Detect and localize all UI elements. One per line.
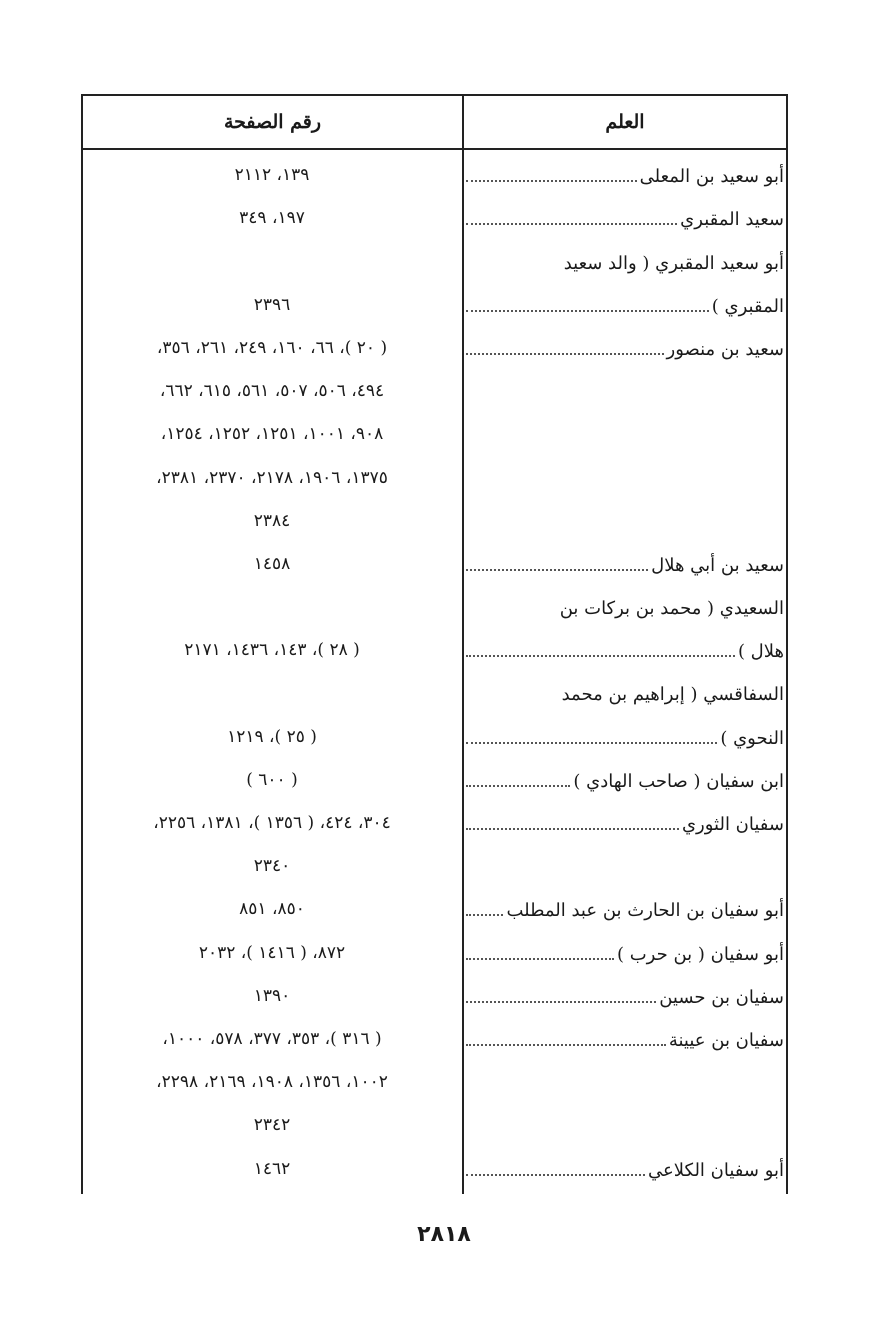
entry-name-cell <box>466 236 784 279</box>
dot-leader <box>466 742 717 744</box>
table-row <box>81 1143 788 1186</box>
entry-name: السعيدي ( محمد بن بركات بن <box>559 598 784 620</box>
entry-name: سعيد بن أبي هلال <box>651 554 784 576</box>
entry-name-cell <box>466 884 784 927</box>
entry-pages: ٨٥٠، ٨٥١ <box>239 899 305 920</box>
entry-name-cell <box>466 668 784 711</box>
entry-pages: ٨٧٢، ( ١٤١٦ )، ٢٠٣٢ <box>198 942 346 963</box>
dot-leader <box>466 180 637 182</box>
table-row <box>81 193 788 236</box>
header-page-column: رقم الصفحة <box>223 111 322 133</box>
table-row <box>81 452 788 495</box>
dot-leader <box>466 828 679 830</box>
entry-name-cell <box>466 755 784 798</box>
entry-name-cell <box>466 1100 784 1143</box>
dot-leader <box>466 914 503 916</box>
table-row <box>81 755 788 798</box>
entry-pages: ٣٠٤، ٤٢٤، ( ١٣٥٦ )، ١٣٨١، ٢٢٥٦، <box>153 813 391 833</box>
entry-name-cell <box>466 452 784 495</box>
entry-pages: ٢٣٤٠ <box>253 856 291 877</box>
dot-leader <box>466 958 614 960</box>
entry-name: أبو سفيان بن الحارث بن عبد المطلب <box>506 900 784 922</box>
dot-leader <box>466 310 709 312</box>
entry-pages: ( ٦٠٠ ) <box>246 769 298 790</box>
table-row <box>81 280 788 323</box>
table-row <box>81 496 788 539</box>
entry-name: سفيان بن حسين <box>659 986 784 1008</box>
entry-name-cell <box>466 366 784 409</box>
entry-pages: ١٤٦٢ <box>253 1158 291 1179</box>
entry-pages: ١٣٧٥، ١٩٠٦، ٢١٧٨، ٢٣٧٠، ٢٣٨١، <box>156 467 388 488</box>
entry-name: سعيد بن منصور <box>666 338 784 360</box>
entry-name-cell <box>466 496 784 539</box>
index-table <box>81 94 788 1194</box>
page-number: ٢٨١٨ <box>417 1222 471 1247</box>
table-row <box>81 323 788 366</box>
entry-name-cell <box>466 409 784 452</box>
entry-name-cell <box>466 280 784 323</box>
entry-pages: ٩٠٨، ١٠٠١، ١٢٥١، ١٢٥٢، ١٢٥٤، <box>160 424 384 445</box>
dot-leader <box>466 785 570 787</box>
entry-name-cell <box>466 1057 784 1100</box>
entry-pages <box>85 582 459 625</box>
dot-leader <box>466 569 648 571</box>
entry-name: أبو سعيد المقبري ( والد سعيد <box>563 252 784 274</box>
table-row <box>81 236 788 279</box>
table-row <box>81 366 788 409</box>
entry-pages: ٢٣٤٢ <box>253 1115 291 1136</box>
entry-pages <box>85 668 459 711</box>
table-row <box>81 1100 788 1143</box>
entry-name: أبو سفيان ( بن حرب ) <box>616 943 784 965</box>
table-row <box>81 711 788 754</box>
entry-name-cell <box>466 971 784 1014</box>
table-row <box>81 625 788 668</box>
table-row <box>81 1057 788 1100</box>
entry-pages: ٤٩٤، ٥٠٦، ٥٠٧، ٥٦١، ٦١٥، ٦٦٢، <box>159 381 385 402</box>
dot-leader <box>466 353 664 355</box>
entry-name: أبو سفيان الكلاعي <box>648 1159 784 1181</box>
entry-name: هلال ) <box>737 641 784 663</box>
entry-pages: ٢٣٩٦ <box>253 294 291 315</box>
entry-name-cell <box>466 539 784 582</box>
dot-leader <box>466 1044 666 1046</box>
entry-name: المقبري ) <box>711 295 784 317</box>
entry-pages: ١٩٧، ٣٤٩ <box>239 208 305 229</box>
entry-pages: ( ٢٥ )، ١٢١٩ <box>227 726 317 747</box>
entry-pages: ١٤٥٨ <box>253 553 291 574</box>
table-row <box>81 409 788 452</box>
entry-name-cell <box>466 711 784 754</box>
entry-name-cell <box>466 625 784 668</box>
entry-pages: ١٣٩٠ <box>253 985 291 1006</box>
table-row <box>81 150 788 193</box>
entry-name: ابن سفيان ( صاحب الهادي ) <box>573 770 784 792</box>
entry-pages: ١٠٠٢، ١٣٥٦، ١٩٠٨، ٢١٦٩، ٢٢٩٨، <box>156 1072 388 1093</box>
table-row <box>81 884 788 927</box>
entry-name: سفيان بن عيينة <box>668 1029 784 1051</box>
entry-name: سفيان الثوري <box>681 814 784 835</box>
entry-name: السفاقسي ( إبراهيم بن محمد <box>561 684 784 706</box>
entry-name-cell <box>466 1143 784 1186</box>
entry-name-cell <box>466 927 784 970</box>
table-row <box>81 841 788 884</box>
entry-name-cell <box>466 150 784 193</box>
dot-leader <box>466 1001 656 1003</box>
index-rows <box>81 150 788 1187</box>
entry-name-cell <box>466 323 784 366</box>
entry-name-cell <box>466 582 784 625</box>
header-name-column: العلم <box>605 111 645 133</box>
table-row <box>81 582 788 625</box>
entry-pages: ١٣٩، ٢١١٢ <box>234 165 310 186</box>
table-row <box>81 798 788 841</box>
entry-pages: ( ٣١٦ )، ٣٥٣، ٣٧٧، ٥٧٨، ١٠٠٠، <box>162 1028 382 1049</box>
table-row <box>81 539 788 582</box>
entry-name-cell <box>466 841 784 884</box>
entry-pages: ( ٢٠ )، ٦٦، ١٦٠، ٢٤٩، ٢٦١، ٣٥٦، <box>156 337 388 358</box>
table-row <box>81 927 788 970</box>
dot-leader <box>466 223 677 225</box>
entry-name: النحوي ) <box>720 727 784 749</box>
entry-name: سعيد المقبري <box>680 209 784 231</box>
entry-pages: ( ٢٨ )، ١٤٣، ١٤٣٦، ٢١٧١ <box>184 640 360 661</box>
table-row <box>81 971 788 1014</box>
entry-name-cell <box>466 1014 784 1057</box>
entry-name-cell <box>466 798 784 841</box>
dot-leader <box>466 1174 645 1176</box>
dot-leader <box>466 655 735 657</box>
table-row <box>81 668 788 711</box>
entry-name-cell <box>466 193 784 236</box>
entry-pages <box>85 236 459 279</box>
table-row <box>81 1014 788 1057</box>
entry-pages: ٢٣٨٤ <box>253 510 291 531</box>
entry-name: أبو سعيد بن المعلى <box>639 166 784 188</box>
